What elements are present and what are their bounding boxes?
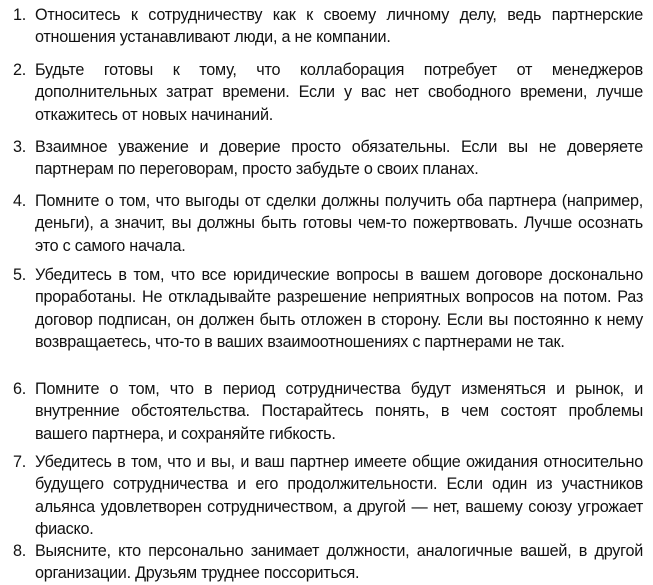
list-item-text: Помните о том, что в период сотрудничества будут изменяться и рынок, и внутренние обстоятельства. Постарайтесь понять, в чем состоят проблемы вашего партнера, и сохраняйте гибкость. [35,380,643,443]
list-item [0,264,653,353]
list-item-text: Убедитесь в том, что и вы, и ваш партнер имеете общие ожидания относительно будущего сотрудничества и его продолжительности. Если один из участников альянса удовлетворен сотрудничеством, а другой — нет, вашему союзу угрожает фиаско. [35,453,643,538]
list-item-number: 1. [13,6,27,24]
list-item [0,378,653,445]
list-item [0,540,653,585]
list-item-text: Помните о том, что выгоды от сделки должны получить оба партнера (например, деньги), а значит, вы должны быть готовы чем-то пожертвовать. Лучше осознать это с самого начала. [35,192,643,255]
list-item-text: Убедитесь в том, что все юридические вопросы в вашем договоре досконально проработаны. Не откладывайте разрешение неприятных вопросов на потом. Раз договор подписан, он должен быть отложен в сторону. Если вы постоянно к нему возвращаетесь, что-то в ваших взаимоотношениях с партнерами не так. [35,266,643,351]
list-item-text: Взаимное уважение и доверие просто обязательны. Если вы не доверяете партнерам по переговорам, просто забудьте о своих планах. [35,138,643,179]
list-item [0,136,653,181]
list-item-number: 6. [13,380,27,398]
list-item [0,4,653,49]
list-item-number: 7. [13,453,27,471]
list-item-number: 3. [13,138,27,156]
list-item [0,451,653,540]
list-item-number: 5. [13,266,27,284]
list-item-text: Будьте готовы к тому, что коллаборация потребует от менеджеров дополнительных затрат времени. Если у вас нет свободного времени, лучше откажитесь от новых начинаний. [35,61,643,124]
list-item-number: 2. [13,61,27,79]
list-item-number: 4. [13,192,27,210]
list-item [0,190,653,257]
list-item-text: Относитесь к сотрудничеству как к своему личному делу, ведь партнерские отношения устанавливают люди, а не компании. [35,6,643,47]
list-item-text: Выясните, кто персонально занимает должности, аналогичные вашей, в другой организации. Друзьям труднее поссориться. [35,542,643,583]
list-item [0,59,653,126]
list-item-number: 8. [13,542,27,560]
